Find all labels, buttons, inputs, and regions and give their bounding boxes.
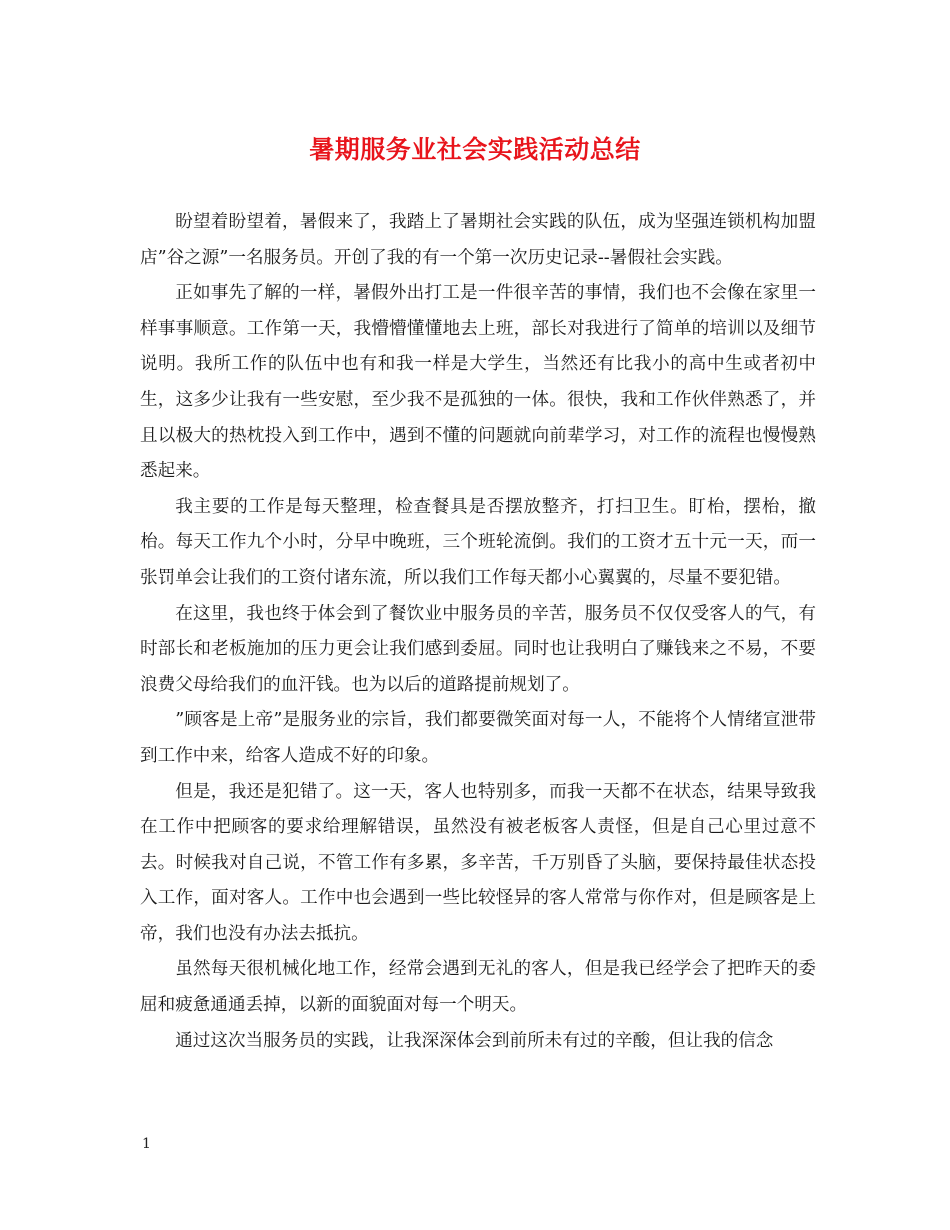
paragraph-2: 正如事先了解的一样，暑假外出打工是一件很辛苦的事情，我们也不会像在家里一样事事顺意。工作第一天，我懵懵懂懂地去上班，部长对我进行了简单的培训以及细节说明。我所工作的队伍中也有和我一样是大学生，当然还有比我小的高中生或者初中生，这多少让我有一些安慰，至少我不是孤独的一体。很快，我和工作伙伴熟悉了，并且以极大的热枕投入到工作中，遇到不懂的问题就向前辈学习，对工作的流程也慢慢熟悉起来。 [140,283,816,482]
paragraph-5: ”顾客是上帝”是服务业的宗旨，我们都要微笑面对每一人，不能将个人情绪宣泄带到工作中来，给客人造成不好的印象。 [140,710,816,766]
document-title: 暑期服务业社会实践活动总结 [309,135,641,164]
paragraph-4: 在这里，我也终于体会到了餐饮业中服务员的辛苦，服务员不仅仅受客人的气，有时部长和老板施加的压力更会让我们感到委屈。同时也让我明白了赚钱来之不易，不要浪费父母给我们的血汗钱。也为以后的道路提前规划了。 [140,603,816,695]
paragraph-8: 通过这次当服务员的实践，让我深深体会到前所未有过的辛酸，但让我的信念 [175,1030,774,1051]
paragraph-3: 我主要的工作是每天整理，检查餐具是否摆放整齐，打扫卫生。盯枱，摆枱，撤枱。每天工作九个小时，分早中晚班，三个班轮流倒。我们的工资才五十元一天，而一张罚单会让我们的工资付诸东流，所以我们工作每天都小心翼翼的，尽量不要犯错。 [140,496,816,588]
page-number: 1 [142,1136,151,1152]
document-body [140,205,816,1059]
paragraph-1: 盼望着盼望着，暑假来了，我踏上了暑期社会实践的队伍，成为坚强连锁机构加盟店”谷之源”一名服务员。开创了我的有一个第一次历史记录--暑假社会实践。 [140,212,816,268]
paragraph-6: 但是，我还是犯错了。这一天，客人也特别多，而我一天都不在状态，结果导致我在工作中把顾客的要求给理解错误，虽然没有被老板客人责怪，但是自己心里过意不去。时候我对自己说，不管工作有多累，多辛苦，千万别昏了头脑，要保持最佳状态投入工作，面对客人。工作中也会遇到一些比较怪异的客人常常与你作对，但是顾客是上帝，我们也没有办法去抵抗。 [140,781,816,944]
paragraph-7: 虽然每天很机械化地工作，经常会遇到无礼的客人，但是我已经学会了把昨天的委屈和疲惫通通丢掉，以新的面貌面对每一个明天。 [140,959,816,1016]
